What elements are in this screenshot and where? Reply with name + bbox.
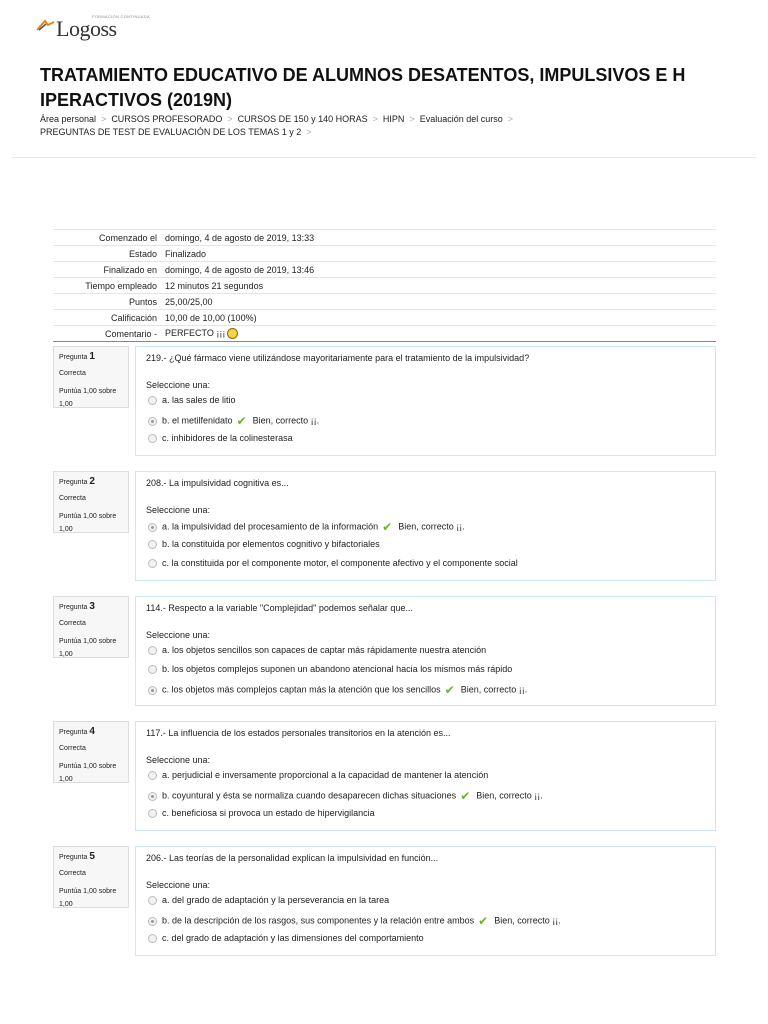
logo-swoosh-icon xyxy=(36,18,56,32)
logoss-logo[interactable] xyxy=(36,12,150,42)
answer-prompt: Seleccione una: xyxy=(146,755,211,765)
answer-text: c. inhibidores de la colinesterasa xyxy=(162,433,293,443)
summary-label: Calificación xyxy=(53,310,161,326)
answer-text: a. la impulsividad del procesamiento de la información xyxy=(162,521,379,532)
checkmark-icon: ✔ xyxy=(236,414,247,428)
answer-prompt: Seleccione una: xyxy=(146,880,211,890)
radio-button-selected[interactable] xyxy=(148,523,157,532)
summary-label: Estado xyxy=(53,246,161,262)
answer-option[interactable] xyxy=(148,770,488,780)
summary-row xyxy=(53,278,716,294)
summary-value: Finalizado xyxy=(161,246,716,262)
answer-text: c. los objetos más complejos captan más la atención que los sencillos xyxy=(162,684,441,695)
radio-button[interactable] xyxy=(148,559,157,568)
radio-button-selected[interactable] xyxy=(148,686,157,695)
answer-option[interactable] xyxy=(148,558,518,568)
radio-button[interactable] xyxy=(148,396,157,405)
radio-button-selected[interactable] xyxy=(148,917,157,926)
question-block xyxy=(53,346,716,456)
checkmark-icon: ✔ xyxy=(382,520,393,534)
question-state: Correcta xyxy=(59,870,86,877)
answer-text: a. del grado de adaptación y la perseverancia en la tarea xyxy=(162,895,390,905)
summary-label: Tiempo empleado xyxy=(53,278,161,294)
summary-row xyxy=(53,246,716,262)
answer-text: c. beneficiosa si provoca un estado de hipervigilancia xyxy=(162,808,375,818)
question-number: 3 xyxy=(89,601,95,612)
summary-row xyxy=(53,310,716,326)
radio-button-selected[interactable] xyxy=(148,417,157,426)
question-number: 2 xyxy=(89,476,95,487)
header-divider xyxy=(12,157,756,158)
question-info xyxy=(53,596,129,658)
answer-text: a. las sales de litio xyxy=(162,395,236,405)
breadcrumb xyxy=(40,113,730,139)
question-label: Pregunta xyxy=(59,604,88,611)
summary-value: PERFECTO ¡¡¡ xyxy=(165,328,226,338)
attempt-summary-table xyxy=(53,229,716,342)
question-info xyxy=(53,346,129,408)
answer-option[interactable] xyxy=(148,895,389,905)
summary-label: Finalizado en xyxy=(53,262,161,278)
question-content xyxy=(135,721,716,831)
answer-prompt: Seleccione una: xyxy=(146,505,211,515)
answer-text: b. el metilfenidato xyxy=(162,415,233,426)
question-info xyxy=(53,471,129,533)
answer-option[interactable] xyxy=(148,933,424,943)
answer-option[interactable] xyxy=(148,539,380,549)
page-title: TRATAMIENTO EDUCATIVO DE ALUMNOS DESATENTOS, IMPULSIVOS E H IPERACTIVOS (2019N) xyxy=(40,65,686,110)
question-state: Correcta xyxy=(59,495,86,502)
summary-row xyxy=(53,230,716,246)
summary-row xyxy=(53,294,716,310)
checkmark-icon: ✔ xyxy=(478,914,489,928)
question-state: Correcta xyxy=(59,745,86,752)
question-info xyxy=(53,846,129,908)
answer-option[interactable] xyxy=(148,914,561,928)
question-block xyxy=(53,471,716,581)
breadcrumb-separator-icon: > xyxy=(101,114,107,124)
answer-option[interactable] xyxy=(148,808,375,818)
logo-tagline: FORMACIÓN CONTINUADA xyxy=(92,14,150,19)
answer-option[interactable] xyxy=(148,645,486,655)
question-content xyxy=(135,471,716,581)
answer-text: a. perjudicial e inversamente proporcional a la capacidad de mantener la atención xyxy=(162,770,489,780)
answer-option[interactable] xyxy=(148,664,512,674)
answer-feedback: Bien, correcto ¡¡. xyxy=(494,915,561,926)
answer-prompt: Seleccione una: xyxy=(146,630,211,640)
radio-button[interactable] xyxy=(148,771,157,780)
summary-value: 12 minutos 21 segundos xyxy=(161,278,716,294)
summary-value: domingo, 4 de agosto de 2019, 13:33 xyxy=(161,230,716,246)
breadcrumb-separator-icon: > xyxy=(409,114,415,124)
question-text: 206.- Las teorías de la personalidad explican la impulsividad en función... xyxy=(146,853,439,863)
answer-option[interactable] xyxy=(148,520,465,534)
answer-text: a. los objetos sencillos son capaces de captar más rápidamente nuestra atención xyxy=(162,645,487,655)
question-grade: Puntúa 1,00 sobre 1,00 xyxy=(59,638,117,658)
breadcrumb-preguntas-test[interactable]: PREGUNTAS DE TEST DE EVALUACIÓN DE LOS TEMAS 1 y 2 xyxy=(40,127,302,137)
question-text: 117.- La influencia de los estados personales transitorios en la atención es... xyxy=(146,728,451,738)
question-number: 1 xyxy=(89,351,95,362)
breadcrumb-separator-icon: > xyxy=(372,114,378,124)
checkmark-icon: ✔ xyxy=(444,683,455,697)
question-text: 219.- ¿Qué fármaco viene utilizándose mayoritariamente para el tratamiento de la impulsividad? xyxy=(146,353,530,363)
answer-option[interactable] xyxy=(148,789,543,803)
question-number: 5 xyxy=(89,851,95,862)
radio-button[interactable] xyxy=(148,809,157,818)
breadcrumb-area-personal[interactable]: Área personal xyxy=(40,114,97,124)
answer-text: c. la constituida por el componente motor, el componente afectivo y el componente social xyxy=(162,558,518,568)
radio-button[interactable] xyxy=(148,934,157,943)
question-label: Pregunta xyxy=(59,354,88,361)
summary-row xyxy=(53,326,716,342)
breadcrumb-cursos-150[interactable]: CURSOS DE 150 y 140 HORAS xyxy=(237,114,368,124)
question-text: 114.- Respecto a la variable "Complejidad" podemos señalar que... xyxy=(146,603,413,613)
breadcrumb-evaluacion[interactable]: Evaluación del curso xyxy=(419,114,503,124)
question-number: 4 xyxy=(89,726,95,737)
question-block xyxy=(53,846,716,956)
question-state: Correcta xyxy=(59,620,86,627)
question-content xyxy=(135,846,716,956)
answer-feedback: Bien, correcto ¡¡. xyxy=(398,521,465,532)
answer-option[interactable] xyxy=(148,683,527,697)
summary-value: 25,00/25,00 xyxy=(161,294,716,310)
answer-feedback: Bien, correcto ¡¡. xyxy=(252,415,320,426)
checkmark-icon: ✔ xyxy=(460,789,471,803)
summary-row xyxy=(53,262,716,278)
answer-option[interactable] xyxy=(148,433,293,443)
answer-text: b. los objetos complejos suponen un abandono atencional hacia los mismos más rápido xyxy=(162,664,513,674)
answer-prompt: Seleccione una: xyxy=(146,380,211,390)
answer-text: c. del grado de adaptación y las dimensiones del comportamiento xyxy=(162,933,424,943)
question-grade: Puntúa 1,00 sobre 1,00 xyxy=(59,513,117,533)
smiley-icon xyxy=(227,328,238,339)
question-label: Pregunta xyxy=(59,479,88,486)
answer-feedback: Bien, correcto ¡¡. xyxy=(460,684,528,695)
question-grade: Puntúa 1,00 sobre 1,00 xyxy=(59,763,117,783)
answer-option[interactable] xyxy=(148,395,236,405)
breadcrumb-separator-icon: > xyxy=(306,127,312,137)
question-state: Correcta xyxy=(59,370,86,377)
breadcrumb-hipn[interactable]: HIPN xyxy=(382,114,405,124)
radio-button[interactable] xyxy=(148,540,157,549)
question-content xyxy=(135,596,716,706)
question-grade: Puntúa 1,00 sobre 1,00 xyxy=(59,388,117,408)
question-label: Pregunta xyxy=(59,729,88,736)
question-grade: Puntúa 1,00 sobre 1,00 xyxy=(59,888,117,908)
radio-button[interactable] xyxy=(148,434,157,443)
radio-button[interactable] xyxy=(148,646,157,655)
question-content xyxy=(135,346,716,456)
radio-button[interactable] xyxy=(148,896,157,905)
question-info xyxy=(53,721,129,783)
answer-feedback: Bien, correcto ¡¡. xyxy=(476,790,543,801)
radio-button[interactable] xyxy=(148,665,157,674)
radio-button-selected[interactable] xyxy=(148,792,157,801)
question-block xyxy=(53,721,716,831)
question-text: 208.- La impulsividad cognitiva es... xyxy=(146,478,289,488)
answer-option[interactable] xyxy=(148,414,319,428)
breadcrumb-separator-icon: > xyxy=(507,114,514,124)
answer-text: b. de la descripción de los rasgos, sus componentes y la relación entre ambos xyxy=(162,915,475,926)
summary-value: domingo, 4 de agosto de 2019, 13:46 xyxy=(161,262,716,278)
summary-value: 10,00 de 10,00 (100%) xyxy=(161,310,716,326)
summary-label: Puntos xyxy=(53,294,161,310)
answer-text: b. coyuntural y ésta se normaliza cuando desaparecen dichas situaciones xyxy=(162,790,457,801)
breadcrumb-cursos-profesorado[interactable]: CURSOS PROFESORADO xyxy=(111,114,223,124)
logo-text: Logoss xyxy=(56,16,117,41)
question-label: Pregunta xyxy=(59,854,88,861)
breadcrumb-separator-icon: > xyxy=(227,114,233,124)
summary-label: Comenzado el xyxy=(53,230,161,246)
question-block xyxy=(53,596,716,706)
summary-label: Comentario - xyxy=(53,326,161,342)
answer-text: b. la constituida por elementos cognitivo y bifactoriales xyxy=(162,539,380,549)
